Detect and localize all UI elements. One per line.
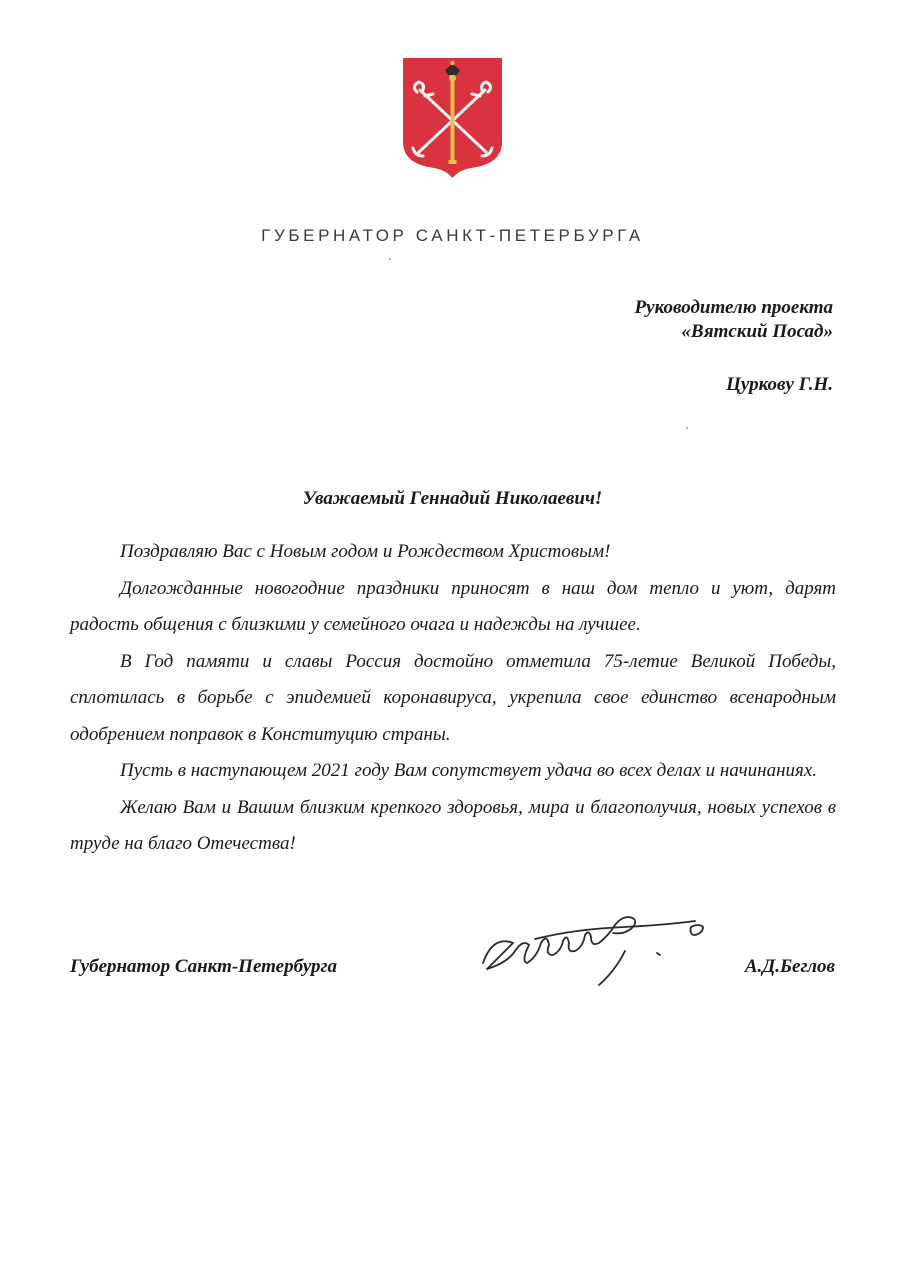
- paragraph: Пусть в наступающем 2021 году Вам сопутствует удача во всех делах и начинаниях.: [120, 760, 818, 781]
- scan-speck: [686, 427, 688, 429]
- addressee-project: «Вятский Посад»: [681, 321, 833, 342]
- addressee-name: Цуркову Г.Н.: [726, 374, 833, 395]
- letter-body: [70, 534, 836, 863]
- paragraph: Поздравляю Вас с Новым годом и Рождеством Христовым!: [120, 541, 611, 562]
- addressee-block: [635, 296, 833, 397]
- handwritten-signature-icon: [475, 905, 725, 995]
- paragraph: В Год памяти и славы Россия достойно отметила 75-летие Великой Победы, сплотилась в борьбе с эпидемией коронавируса, укрепила свое единство всенародным одобрением поправок в Конституцию страны.: [70, 650, 836, 745]
- scan-speck: [389, 258, 391, 260]
- paragraph: Долгожданные новогодние праздники приносят в наш дом тепло и уют, дарят радость общения с близкими у семейного очага и надежды на лучшее.: [70, 577, 836, 635]
- signatory-name: А.Д.Беглов: [744, 956, 835, 977]
- paragraph: Желаю Вам и Вашим близким крепкого здоровья, мира и благополучия, новых успехов в труде на благо Отечества!: [70, 796, 836, 854]
- salutation: Уважаемый Геннадий Николаевич!: [302, 488, 603, 509]
- issuer-heading: ГУБЕРНАТОР САНКТ-ПЕТЕРБУРГА: [261, 226, 644, 245]
- coat-of-arms-icon: [401, 56, 504, 180]
- addressee-position: Руководителю проекта: [634, 297, 833, 318]
- signatory-title: Губернатор Санкт-Петербурга: [70, 956, 338, 977]
